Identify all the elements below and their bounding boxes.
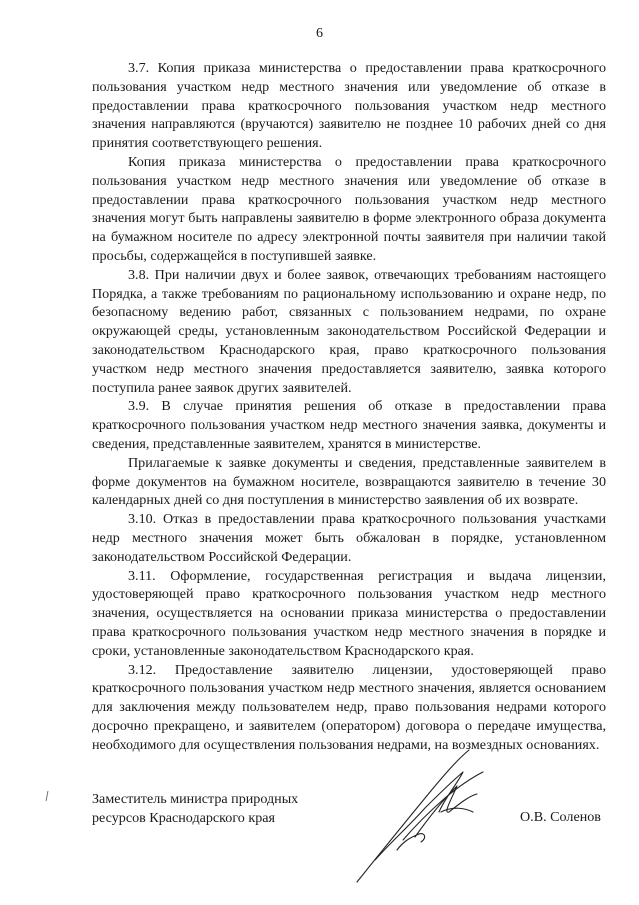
paragraph-3-12: 3.12. Предоставление заявителю лицензии, удостоверяющей право краткосрочного пользования участком недр местного значения, является основанием для заключения между пользователем недр, право пользования недрами которого досрочно прекращено, и заявителем (оператором) договора о передаче имущества, необходимого для осуществления пользования недрами, на возмездных основаниях.	[92, 661, 606, 753]
paragraph-3-8: 3.8. При наличии двух и более заявок, отвечающих требованиям настоящего Порядка, а также требованиям по рациональному использованию и охране недр, по безопасному ведению работ, связанных с пользованием недрами, по охране окружающей среды, установленным законодательством Российской Федерации и законодательством Краснодарского края, право краткосрочного пользования участком недр местного значения предоставляется заявителю, заявка которого поступила ранее заявок других заявителей.	[92, 266, 606, 396]
paragraph-3-9: 3.9. В случае принятия решения об отказе в предоставлении права краткосрочного пользования участком недр местного значения заявка, документы и сведения, представленные заявителем, хранятся в министерстве.	[92, 398, 606, 452]
page-number: 6	[316, 26, 323, 41]
paragraph-3-11: 3.11. Оформление, государственная регистрация и выдача лицензии, удостоверяющей право краткосрочного пользования участком недр местного значения, осуществляется на основании приказа министерства о предоставлении права краткосрочного пользования участком недр местного значения в порядке и сроки, установленные законодательством Краснодарского края.	[92, 567, 606, 659]
paragraph-3-7: 3.7. Копия приказа министерства о предоставлении права краткосрочного пользования участком недр местного значения или уведомление об отказе в предоставлении права краткосрочного пользования участком недр местного значения направляются (вручаются) заявителю не позднее 10 рабочих дней со дня принятия соответствующего решения.	[92, 60, 606, 152]
handwritten-signature	[345, 742, 495, 887]
signatory-name: О.В. Соленов	[520, 809, 601, 825]
signatory-title-line-1: Заместитель министра природных	[92, 791, 299, 807]
signatory-title-line-2: ресурсов Краснодарского края	[92, 810, 275, 826]
paragraph-documents-return: Прилагаемые к заявке документы и сведения, представленные заявителем в форме документов на бумажном носителе, возвращаются заявителю в течение 30 календарных дней со дня поступления в министерство заявления об их возврате.	[92, 454, 606, 509]
signatory-title	[92, 790, 298, 828]
paragraph-3-10: 3.10. Отказ в предоставлении права краткосрочного пользования участками недр местного значения может быть обжалован в порядке, установленном законодательством Российской Федерации.	[92, 511, 606, 565]
paragraph-copy-electronic: Копия приказа министерства о предоставлении права краткосрочного пользования участком недр местного значения или уведомление об отказе в предоставлении права краткосрочного пользования участком недр местного значения могут быть направлены заявителю в форме электронного образа документа на бумажном носителе по адресу электронной почты заявителя при наличии такой просьбы, содержащейся в поступившей заявке.	[92, 153, 606, 264]
document-body	[92, 59, 606, 754]
margin-mark	[44, 790, 50, 802]
